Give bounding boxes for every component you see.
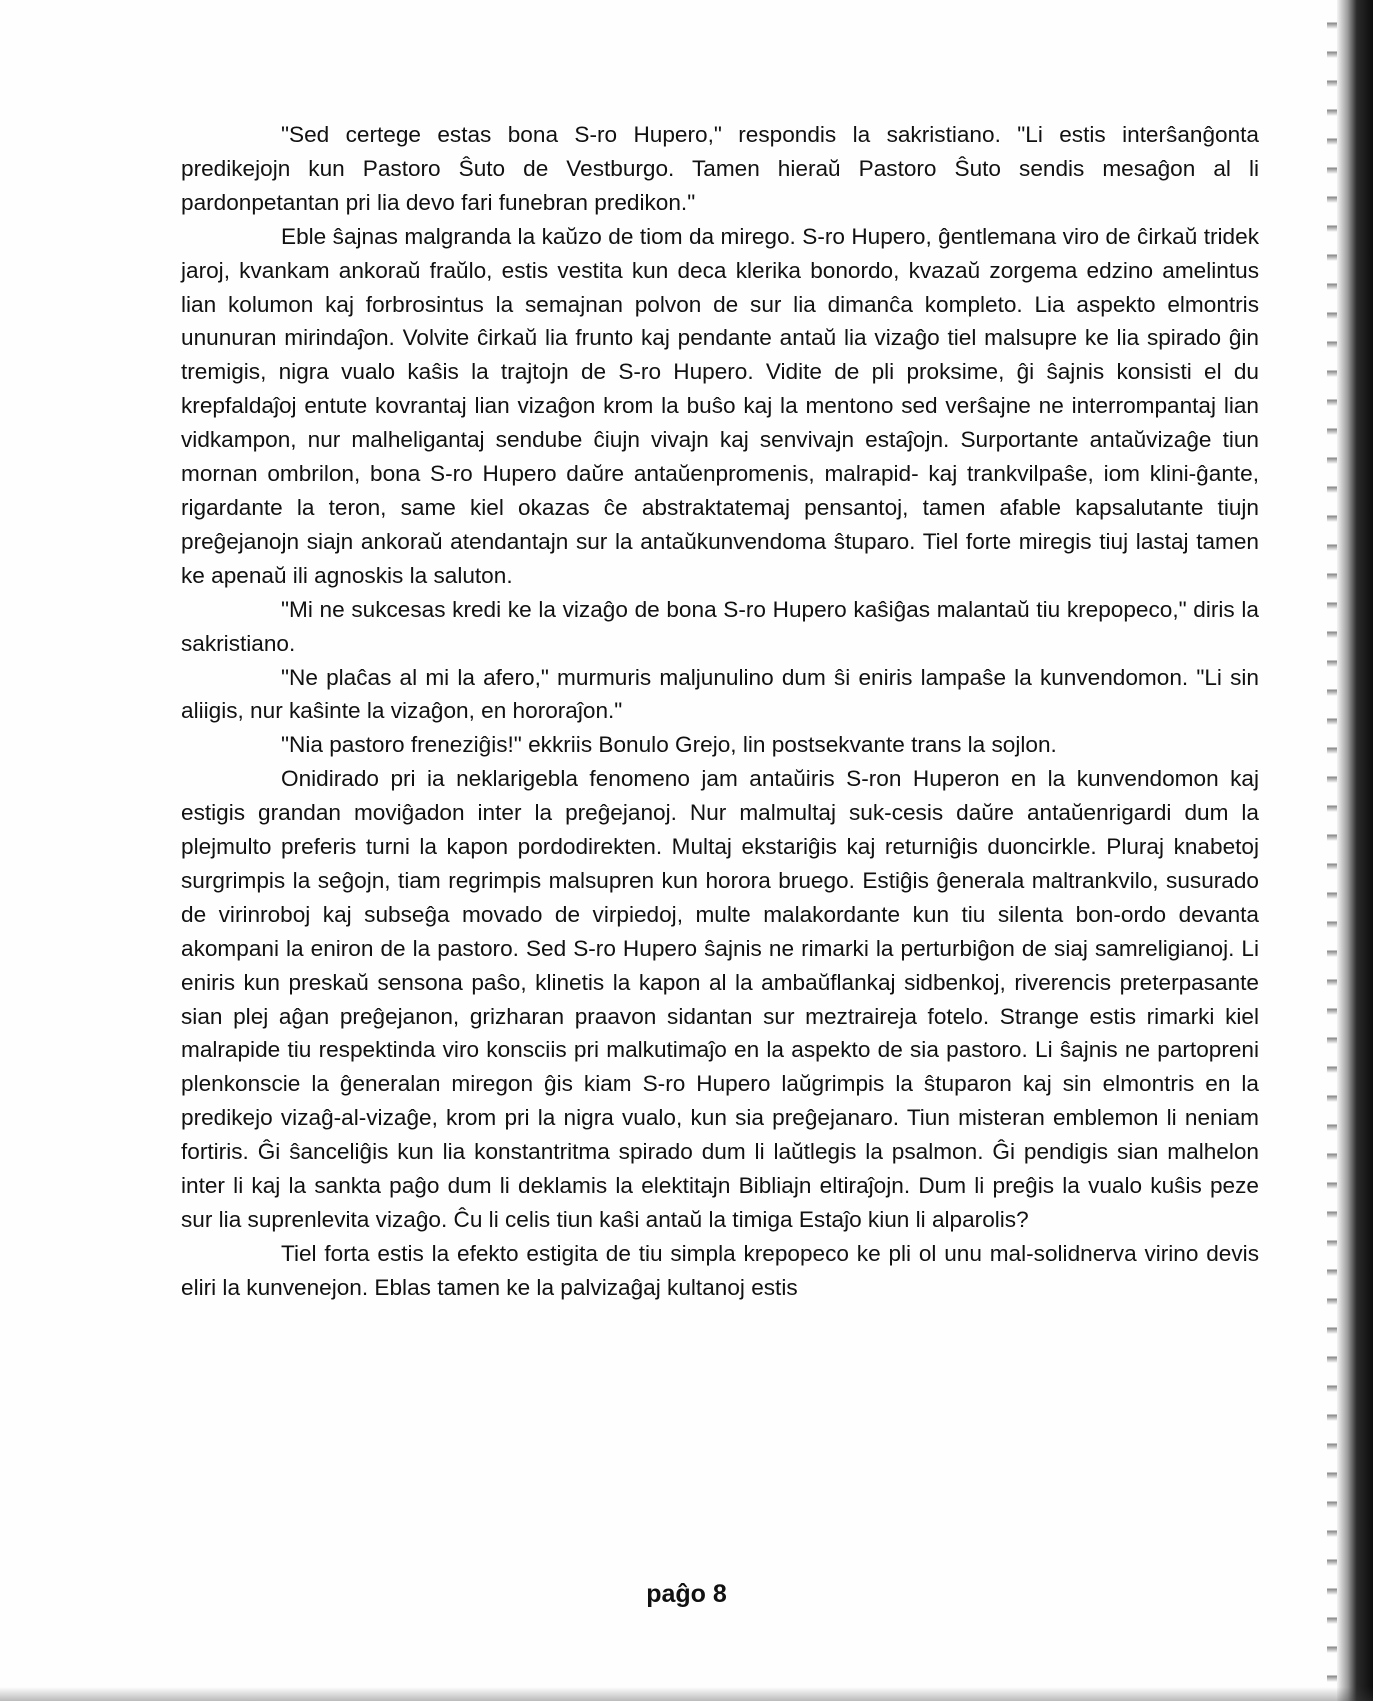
paragraph-4: "Ne plaĉas al mi la afero," murmuris maljunulino dum ŝi eniris lampaŝe la kunvendomon. "Li sin aliigis, nur kaŝinte la vizaĝon, en hororaĵon." — [181, 664, 1259, 724]
scan-shadow-right — [1337, 0, 1373, 1701]
paragraph-6: Onidirado pri ia neklarigebla fenomeno jam antaŭiris S-ron Huperon en la kunvendomon kaj estigis grandan moviĝadon inter la preĝejanoj. Nur malmultaj suk-cesis daŭre antaŭenrigardi dum la plejmulto preferis turni la kapon pordodirekten. Multaj ekstariĝis kaj returniĝis duoncirkle. Pluraj knabetoj surgrimpis la seĝojn, tiam regrimpis malsupren kun horora bruego. Estiĝis ĝenerala maltrankvilo, susurado de virinroboj kaj subseĝa movado de virpiedoj, multe malakordante kun tiu silenta bon-ordo devanta akompani la eniron de la pastoro. Sed S-ro Hupero ŝajnis ne rimarki la perturbiĝon de siaj samreligianoj. Li eniris kun preskaŭ sensona paŝo, klinetis la kapon al la ambaŭflankaj sidbenkoj, riverencis preterpasante sian plej aĝan preĝejanon, grizharan praavon sidantan sur meztraireja fotelo. Strange estis rimarki kiel malrapide tiu respektinda viro konsciis pri malkutimaĵo en la aspekto de sia pastoro. Li ŝajnis ne partopreni plenkonscie la ĝeneralan miregon ĝis kiam S-ro Hupero laŭgrimpis la ŝtuparon kaj sin elmontris en la predikejo vizaĝ-al-vizaĝe, krom pri la nigra vualo, kun sia preĝejanaro. Tiun misteran emblemon li neniam fortiris. Ĝi ŝanceliĝis kun lia konstantritma spirado dum li laŭtlegis la psalmon. Ĝi pendigis sian malhelon inter li kaj la sankta paĝo dum li deklamis la elektitajn Bibliajn eltiraĵojn. Dum li preĝis la vualo kuŝis peze sur lia suprenlevita vizaĝo. Ĉu li celis tiun kaŝi antaŭ la timiga Estaĵo kiun li alparolis? — [181, 766, 1259, 1232]
paragraph-7: Tiel forta estis la efekto estigita de tiu simpla krepopeco ke pli ol unu mal-solidnerva virino devis eliri la kunvenejon. Eblas tamen ke la palvizaĝaj kultanoj estis — [181, 1240, 1259, 1300]
scan-shadow-bottom — [0, 1687, 1373, 1701]
scan-artifact-right — [1327, 0, 1337, 1701]
body-text — [181, 118, 1259, 1305]
paragraph-5: "Nia pastoro freneziĝis!" ekkriis Bonulo Grejo, lin postsekvante trans la sojlon. — [281, 732, 1057, 758]
page-number: paĝo 8 — [646, 1580, 727, 1608]
paragraph-3: "Mi ne sukcesas kredi ke la vizaĝo de bona S-ro Hupero kaŝiĝas malantaŭ tiu krepopeco," diris la sakristiano. — [181, 596, 1259, 656]
paragraph-2: Eble ŝajnas malgranda la kaŭzo de tiom da mirego. S-ro Hupero, ĝentlemana viro de ĉirkaŭ tridek jaroj, kvankam ankoraŭ fraŭlo, estis vestita kun deca klerika bonordo, kvazaŭ zorgema edzino amelintus lian kolumon kaj forbrosintus la semajnan polvon de sur lia dimanĉa kompleto. Lia aspekto elmontris ununuran mirindaĵon. Volvite ĉirkaŭ lia frunto kaj pendante antaŭ lia vizaĝo tiel malsupre ke lia spirado ĝin tremigis, nigra vualo kaŝis la trajtojn de S-ro Hupero. Vidite de pli proksime, ĝi ŝajnis konsisti el du krepfaldaĵoj entute kovrantaj lian vizaĝon krom la buŝo kaj la mentono sed verŝajne ne interrompantaj lian vidkampon, nur malheligantaj sendube ĉiujn vivajn kaj senvivajn estaĵojn. Surportante antaŭvizaĝe tiun mornan ombrilon, bona S-ro Hupero daŭre antaŭenpromenis, malrapid- kaj trankvilpaŝe, iom klini-ĝante, rigardante la teron, same kiel okazas ĉe abstraktatemaj pensantoj, tamen afable kapsalutante tiujn preĝejanojn siajn ankoraŭ atendantajn sur la antaŭkunvendoma ŝtuparo. Tiel forte miregis tiuj lastaj tamen ke apenaŭ ili agnoskis la saluton. — [181, 223, 1259, 588]
paragraph-1: "Sed certege estas bona S-ro Hupero," respondis la sakristiano. "Li estis interŝanĝonta predikejojn kun Pastoro Ŝuto de Vestburgo. Tamen hieraŭ Pastoro Ŝuto sendis mesaĝon al li pardonpetantan pri lia devo fari funebran predikon." — [181, 122, 1259, 215]
